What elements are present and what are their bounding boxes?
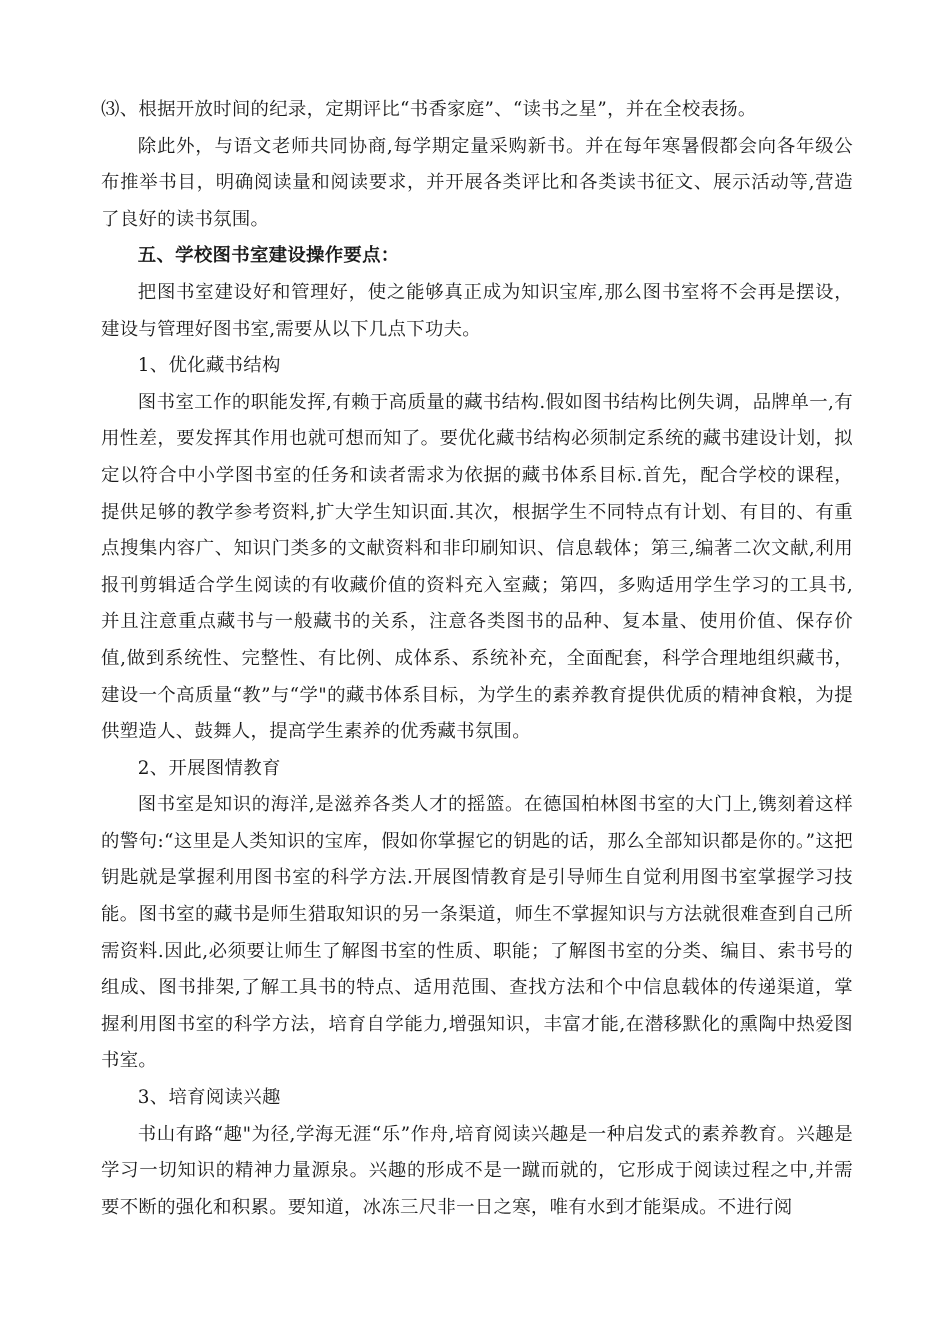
paragraph-library-education: 图书室是知识的海洋,是滋养各类人才的摇篮。在德国柏林图书室的大门上,镌刻着这样的警句:“这里是人类知识的宝库，假如你掌握它的钥匙的话，那么全部知识都是你的。”这把钥匙就是掌握利用图书室的科学方法.开展图情教育是引导师生自觉利用图书室掌握学习技能。图书室的藏书是师生猎取知识的另一条渠道，师生不掌握知识与方法就很难查到自己所需资料.因此,必须要让师生了解图书室的性质、职能；了解图书室的分类、编目、索书号的组成、图书排架,了解工具书的特点、适用范围、查找方法和个中信息载体的传递渠道，掌握利用图书室的科学方法，培育自学能力,增强知识，丰富才能,在潜移默化的熏陶中热爱图书室。: [101, 794, 853, 1072]
section-heading-library-points: 五、学校图书室建设操作要点：: [137, 245, 400, 267]
paragraph-public-praise: ⑶、根据开放时间的纪录，定期评比“书香家庭”、“读书之星”，并在全校表扬。: [101, 99, 757, 120]
document-body: [101, 92, 853, 1226]
subheading-reading-interest: 3、培育阅读兴趣: [137, 1087, 281, 1109]
subheading-optimize-collection: 1、优化藏书结构: [137, 355, 281, 377]
paragraph-optimize-collection: 图书室工作的职能发挥,有赖于高质量的藏书结构.假如图书结构比例失调，品牌单一,有用性差，要发挥其作用也就可想而知了。要优化藏书结构必须制定系统的藏书建设计划，拟定以符合中小学图书室的任务和读者需求为依据的藏书体系目标.首先，配合学校的课程，提供足够的教学参考资料,扩大学生知识面.其次，根据学生不同特点有计划、有目的、有重点搜集内容广、知识门类多的文献资料和非印刷知识、信息载体；第三,编著二次文献,利用报刊剪辑适合学生阅读的有收藏价值的资料充入室藏；第四，多购适用学生学习的工具书,并且注意重点藏书与一般藏书的关系，注意各类图书的品种、复本量、使用价值、保存价值,做到系统性、完整性、有比例、成体系、系统补充，全面配套，科学合理地组织藏书，建设一个高质量“教”与“学"的藏书体系目标，为学生的素养教育提供优质的精神食粮，为提供塑造人、鼓舞人，提高学生素养的优秀藏书氛围。: [101, 391, 853, 743]
paragraph-new-books: 除此外，与语文老师共同协商,每学期定量采购新书。并在每年寒暑假都会向各年级公布推举书目，明确阅读量和阅读要求，并开展各类评比和各类读书征文、展示活动等,营造了良好的读书氛围。: [101, 135, 853, 230]
paragraph-reading-interest: 书山有路“趣"为径,学海无涯“乐”作舟,培育阅读兴趣是一种启发式的素养教育。兴趣是学习一切知识的精神力量源泉。兴趣的形成不是一蹴而就的，它形成于阅读过程之中,并需要不断的强化和积累。要知道，冰冻三尺非一日之寒，唯有水到才能渠成。不进行阅: [101, 1123, 853, 1218]
paragraph-library-intro: 把图书室建设好和管理好，使之能够真正成为知识宝库,那么图书室将不会再是摆设，建设与管理好图书室,需要从以下几点下功夫。: [101, 281, 853, 340]
subheading-library-education: 2、开展图情教育: [137, 757, 281, 779]
